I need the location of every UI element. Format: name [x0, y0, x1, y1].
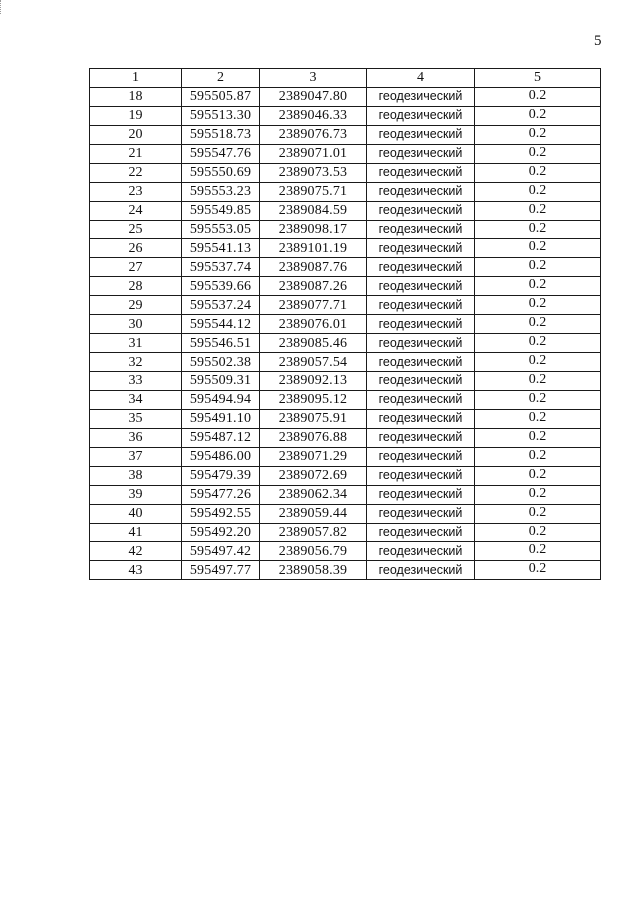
y-coordinate-cell: 2389092.13 [260, 372, 367, 391]
method-cell: геодезический [367, 87, 475, 106]
table-row [90, 182, 601, 201]
method-cell: геодезический [367, 372, 475, 391]
method-cell: геодезический [367, 466, 475, 485]
method-cell: геодезический [367, 163, 475, 182]
x-coordinate-cell: 595509.31 [182, 372, 260, 391]
y-coordinate-cell: 2389098.17 [260, 220, 367, 239]
x-coordinate-cell: 595492.55 [182, 504, 260, 523]
accuracy-cell: 0.2 [475, 258, 601, 277]
table-row [90, 372, 601, 391]
table-row [90, 334, 601, 353]
y-coordinate-cell: 2389085.46 [260, 334, 367, 353]
accuracy-cell: 0.2 [475, 353, 601, 372]
point-number-cell: 31 [90, 334, 182, 353]
x-coordinate-cell: 595497.42 [182, 542, 260, 561]
accuracy-cell: 0.2 [475, 523, 601, 542]
table-row [90, 87, 601, 106]
method-cell: геодезический [367, 542, 475, 561]
point-number-cell: 26 [90, 239, 182, 258]
x-coordinate-cell: 595550.69 [182, 163, 260, 182]
accuracy-cell: 0.2 [475, 106, 601, 125]
point-number-cell: 25 [90, 220, 182, 239]
y-coordinate-cell: 2389075.91 [260, 409, 367, 428]
column-header-y: 3 [260, 69, 367, 88]
x-coordinate-cell: 595537.74 [182, 258, 260, 277]
point-number-cell: 41 [90, 523, 182, 542]
page-number: 5 [594, 33, 602, 49]
table-row [90, 409, 601, 428]
accuracy-cell: 0.2 [475, 561, 601, 580]
y-coordinate-cell: 2389062.34 [260, 485, 367, 504]
point-number-cell: 32 [90, 353, 182, 372]
accuracy-cell: 0.2 [475, 466, 601, 485]
point-number-cell: 36 [90, 428, 182, 447]
point-number-cell: 23 [90, 182, 182, 201]
y-coordinate-cell: 2389075.71 [260, 182, 367, 201]
x-coordinate-cell: 595553.05 [182, 220, 260, 239]
table-row [90, 144, 601, 163]
accuracy-cell: 0.2 [475, 201, 601, 220]
x-coordinate-cell: 595487.12 [182, 428, 260, 447]
method-cell: геодезический [367, 447, 475, 466]
y-coordinate-cell: 2389077.71 [260, 296, 367, 315]
y-coordinate-cell: 2389101.19 [260, 239, 367, 258]
accuracy-cell: 0.2 [475, 182, 601, 201]
table-row [90, 353, 601, 372]
accuracy-cell: 0.2 [475, 144, 601, 163]
y-coordinate-cell: 2389047.80 [260, 87, 367, 106]
point-number-cell: 38 [90, 466, 182, 485]
method-cell: геодезический [367, 504, 475, 523]
point-number-cell: 19 [90, 106, 182, 125]
table-row [90, 277, 601, 296]
y-coordinate-cell: 2389076.73 [260, 125, 367, 144]
table-row [90, 447, 601, 466]
method-cell: геодезический [367, 201, 475, 220]
table-header-row [90, 69, 601, 88]
table-row [90, 163, 601, 182]
table-row [90, 466, 601, 485]
point-number-cell: 18 [90, 87, 182, 106]
point-number-cell: 28 [90, 277, 182, 296]
x-coordinate-cell: 595492.20 [182, 523, 260, 542]
x-coordinate-cell: 595539.66 [182, 277, 260, 296]
accuracy-cell: 0.2 [475, 334, 601, 353]
accuracy-cell: 0.2 [475, 504, 601, 523]
table-row [90, 542, 601, 561]
accuracy-cell: 0.2 [475, 542, 601, 561]
method-cell: геодезический [367, 485, 475, 504]
table-row [90, 258, 601, 277]
y-coordinate-cell: 2389057.82 [260, 523, 367, 542]
table-row [90, 561, 601, 580]
y-coordinate-cell: 2389059.44 [260, 504, 367, 523]
x-coordinate-cell: 595553.23 [182, 182, 260, 201]
point-number-cell: 24 [90, 201, 182, 220]
accuracy-cell: 0.2 [475, 485, 601, 504]
point-number-cell: 21 [90, 144, 182, 163]
method-cell: геодезический [367, 106, 475, 125]
y-coordinate-cell: 2389071.29 [260, 447, 367, 466]
table-row [90, 125, 601, 144]
x-coordinate-cell: 595518.73 [182, 125, 260, 144]
table-row [90, 390, 601, 409]
accuracy-cell: 0.2 [475, 372, 601, 391]
method-cell: геодезический [367, 296, 475, 315]
accuracy-cell: 0.2 [475, 390, 601, 409]
table-row [90, 220, 601, 239]
column-header-point: 1 [90, 69, 182, 88]
accuracy-cell: 0.2 [475, 239, 601, 258]
x-coordinate-cell: 595549.85 [182, 201, 260, 220]
table-body [90, 87, 601, 579]
point-number-cell: 27 [90, 258, 182, 277]
y-coordinate-cell: 2389076.01 [260, 315, 367, 334]
y-coordinate-cell: 2389056.79 [260, 542, 367, 561]
point-number-cell: 29 [90, 296, 182, 315]
table-row [90, 201, 601, 220]
point-number-cell: 37 [90, 447, 182, 466]
x-coordinate-cell: 595477.26 [182, 485, 260, 504]
y-coordinate-cell: 2389076.88 [260, 428, 367, 447]
point-number-cell: 35 [90, 409, 182, 428]
point-number-cell: 33 [90, 372, 182, 391]
point-number-cell: 43 [90, 561, 182, 580]
x-coordinate-cell: 595547.76 [182, 144, 260, 163]
accuracy-cell: 0.2 [475, 296, 601, 315]
scan-edge-mark [0, 0, 3, 14]
point-number-cell: 40 [90, 504, 182, 523]
x-coordinate-cell: 595546.51 [182, 334, 260, 353]
x-coordinate-cell: 595497.77 [182, 561, 260, 580]
y-coordinate-cell: 2389058.39 [260, 561, 367, 580]
point-number-cell: 30 [90, 315, 182, 334]
table-row [90, 239, 601, 258]
x-coordinate-cell: 595494.94 [182, 390, 260, 409]
y-coordinate-cell: 2389087.26 [260, 277, 367, 296]
y-coordinate-cell: 2389071.01 [260, 144, 367, 163]
x-coordinate-cell: 595491.10 [182, 409, 260, 428]
method-cell: геодезический [367, 409, 475, 428]
method-cell: геодезический [367, 523, 475, 542]
method-cell: геодезический [367, 353, 475, 372]
table-row [90, 428, 601, 447]
y-coordinate-cell: 2389095.12 [260, 390, 367, 409]
table-row [90, 485, 601, 504]
x-coordinate-cell: 595541.13 [182, 239, 260, 258]
column-header-x: 2 [182, 69, 260, 88]
method-cell: геодезический [367, 220, 475, 239]
x-coordinate-cell: 595486.00 [182, 447, 260, 466]
accuracy-cell: 0.2 [475, 125, 601, 144]
x-coordinate-cell: 595505.87 [182, 87, 260, 106]
method-cell: геодезический [367, 390, 475, 409]
method-cell: геодезический [367, 239, 475, 258]
x-coordinate-cell: 595537.24 [182, 296, 260, 315]
accuracy-cell: 0.2 [475, 315, 601, 334]
y-coordinate-cell: 2389087.76 [260, 258, 367, 277]
method-cell: геодезический [367, 182, 475, 201]
method-cell: геодезический [367, 277, 475, 296]
y-coordinate-cell: 2389084.59 [260, 201, 367, 220]
table-row [90, 106, 601, 125]
accuracy-cell: 0.2 [475, 428, 601, 447]
method-cell: геодезический [367, 258, 475, 277]
accuracy-cell: 0.2 [475, 277, 601, 296]
table-row [90, 296, 601, 315]
point-number-cell: 39 [90, 485, 182, 504]
method-cell: геодезический [367, 144, 475, 163]
method-cell: геодезический [367, 125, 475, 144]
table-row [90, 315, 601, 334]
y-coordinate-cell: 2389073.53 [260, 163, 367, 182]
x-coordinate-cell: 595479.39 [182, 466, 260, 485]
accuracy-cell: 0.2 [475, 87, 601, 106]
column-header-accuracy: 5 [475, 69, 601, 88]
x-coordinate-cell: 595502.38 [182, 353, 260, 372]
method-cell: геодезический [367, 561, 475, 580]
point-number-cell: 42 [90, 542, 182, 561]
point-number-cell: 22 [90, 163, 182, 182]
y-coordinate-cell: 2389057.54 [260, 353, 367, 372]
point-number-cell: 34 [90, 390, 182, 409]
accuracy-cell: 0.2 [475, 409, 601, 428]
table-row [90, 523, 601, 542]
y-coordinate-cell: 2389046.33 [260, 106, 367, 125]
column-header-method: 4 [367, 69, 475, 88]
method-cell: геодезический [367, 334, 475, 353]
accuracy-cell: 0.2 [475, 220, 601, 239]
y-coordinate-cell: 2389072.69 [260, 466, 367, 485]
x-coordinate-cell: 595544.12 [182, 315, 260, 334]
accuracy-cell: 0.2 [475, 163, 601, 182]
accuracy-cell: 0.2 [475, 447, 601, 466]
table-row [90, 504, 601, 523]
x-coordinate-cell: 595513.30 [182, 106, 260, 125]
method-cell: геодезический [367, 315, 475, 334]
coordinates-table [89, 68, 601, 580]
method-cell: геодезический [367, 428, 475, 447]
point-number-cell: 20 [90, 125, 182, 144]
